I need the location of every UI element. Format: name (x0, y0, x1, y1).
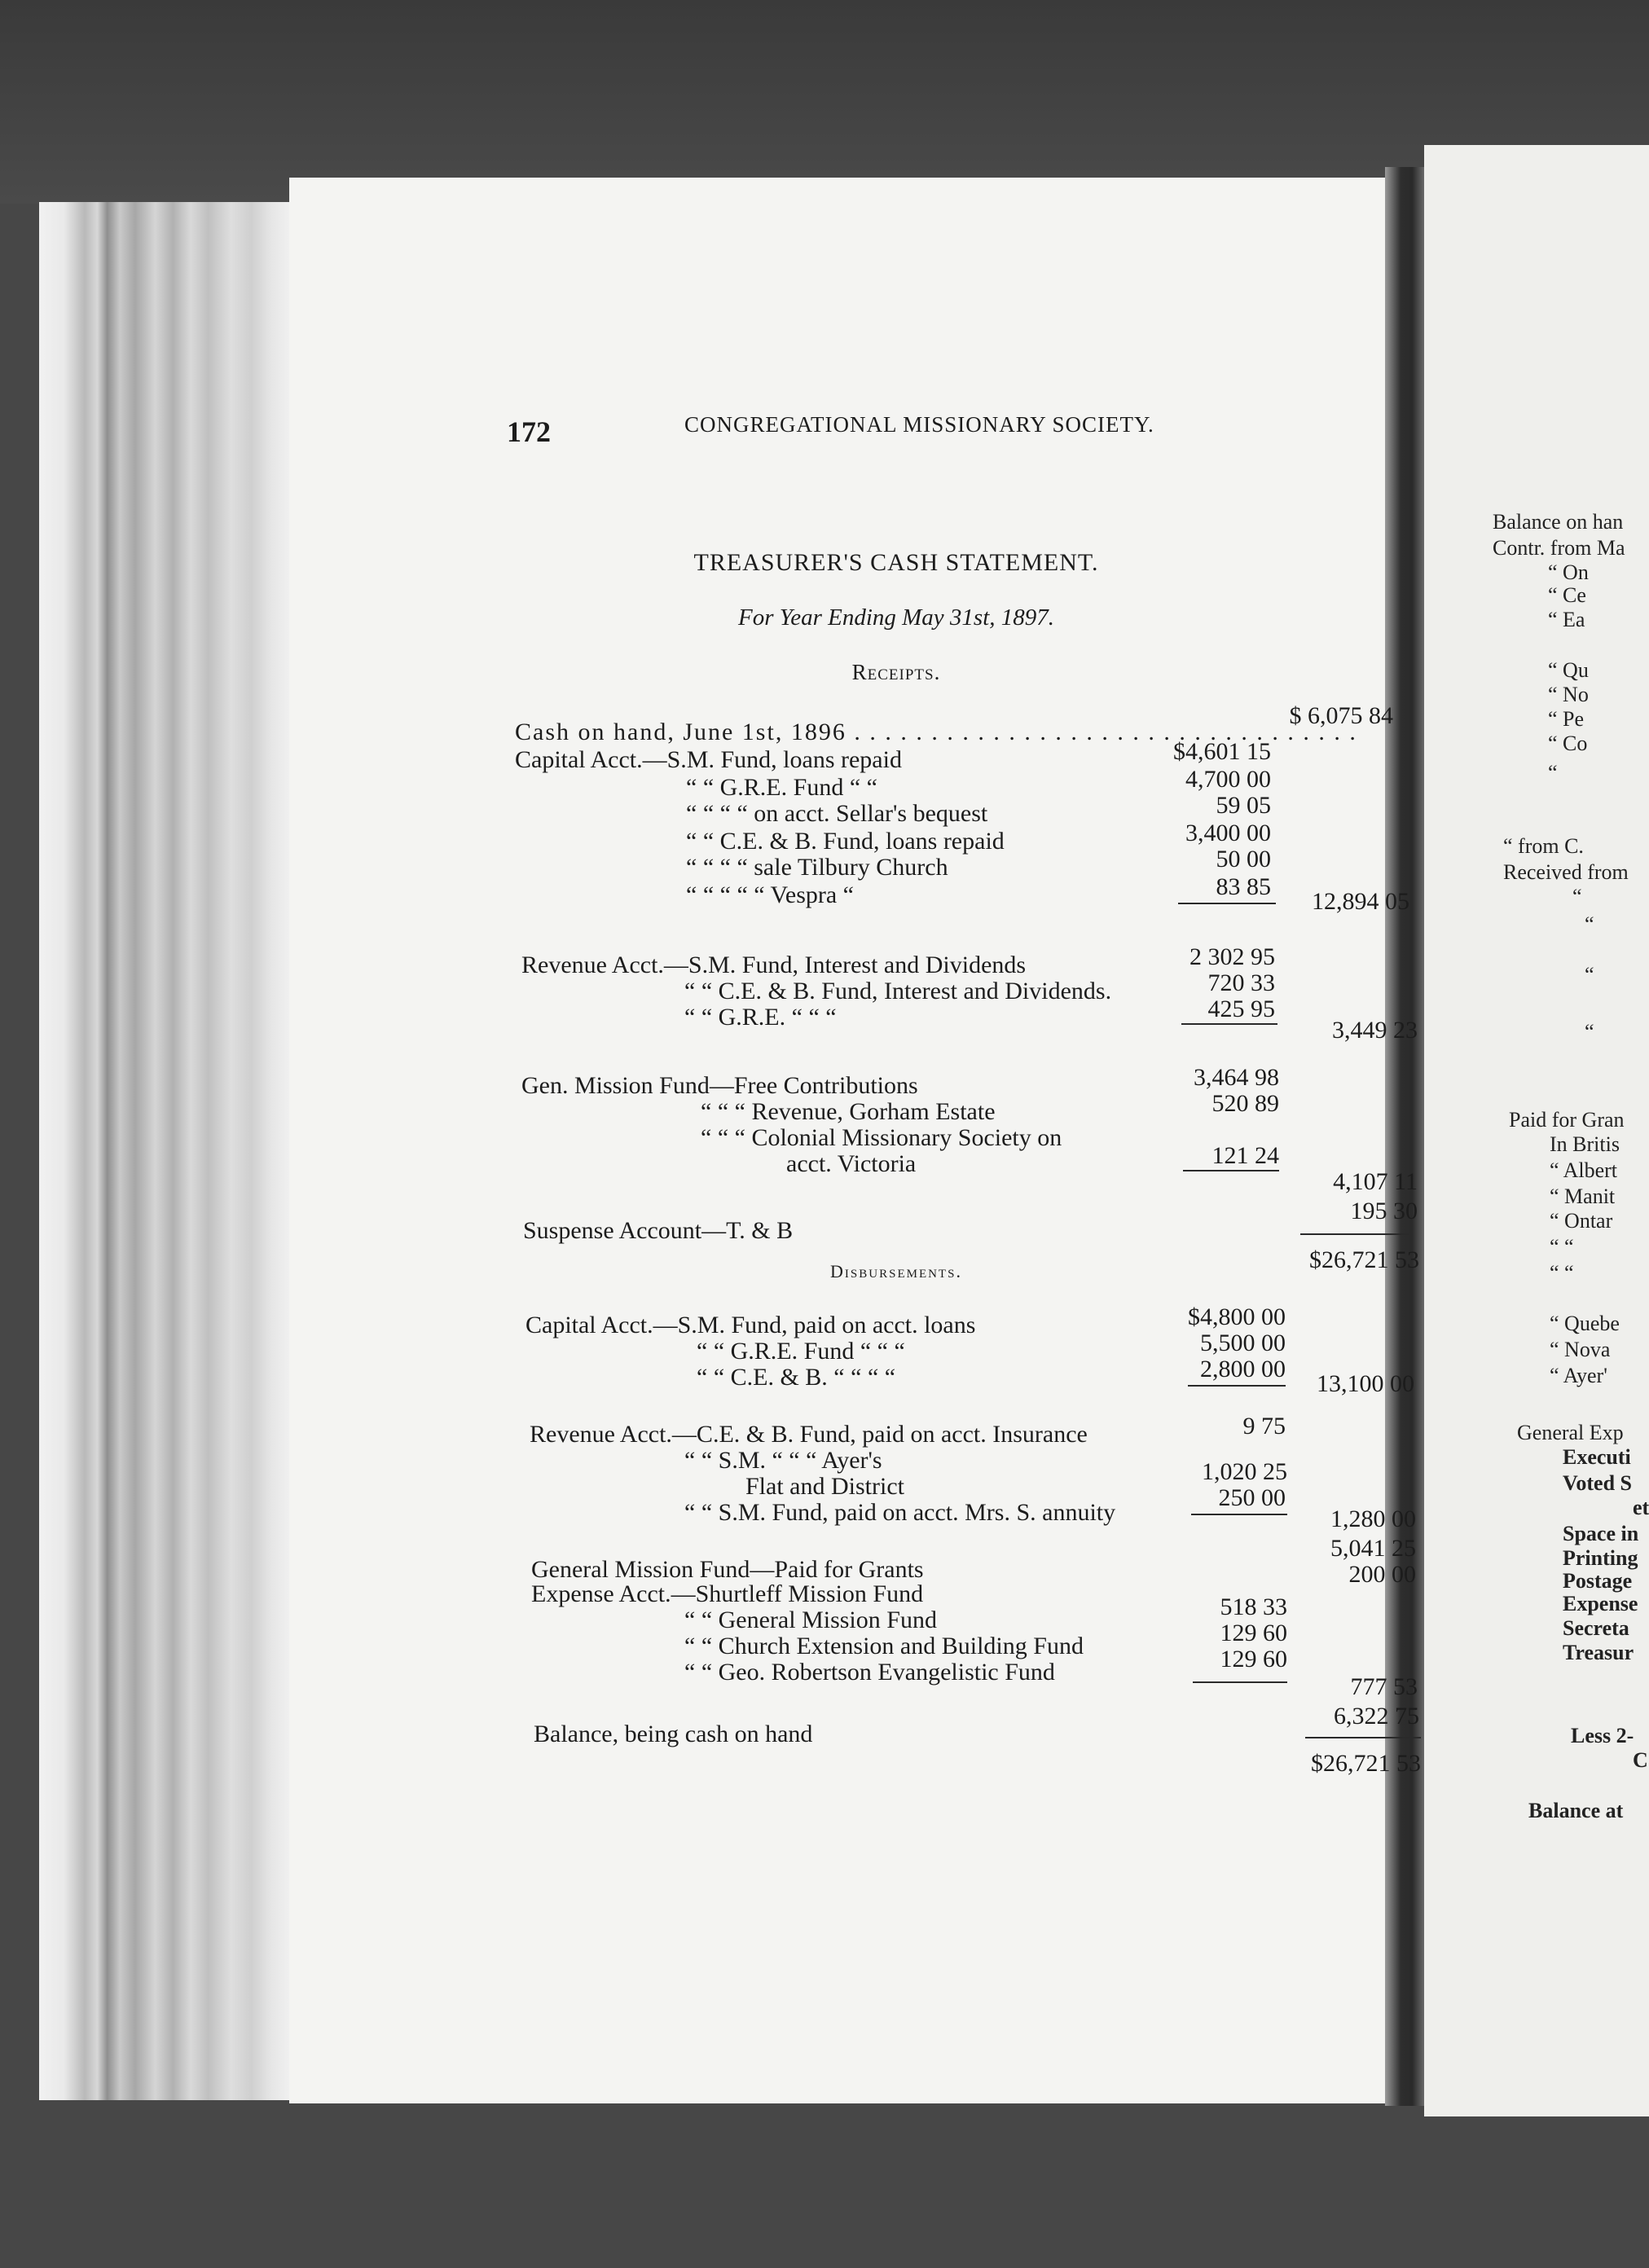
receipt-mission-amount: 3,464 98 (1194, 1064, 1279, 1091)
disb-capital-row: Capital Acct.—S.M. Fund, paid on acct. loans (525, 1312, 976, 1338)
receipt-capital-row: “ “ “ “ “ Vespra “ (686, 881, 854, 908)
facing-line: Received from (1503, 860, 1629, 884)
facing-line: “ (1572, 885, 1582, 908)
facing-line: “ (1548, 761, 1558, 785)
statement-subtitle: For Year Ending May 31st, 1897. (737, 604, 1055, 631)
facing-line: “ Pe (1548, 707, 1585, 731)
facing-line: “ (1585, 963, 1594, 987)
receipt-mission-amount: 520 89 (1211, 1090, 1279, 1117)
facing-line: Balance at (1528, 1799, 1624, 1822)
receipt-mission-row: “ “ “ Colonial Missionary Society on (701, 1124, 1062, 1151)
total-rule (1305, 1737, 1421, 1738)
receipt-capital-row: Capital Acct.—S.M. Fund, loans repaid (515, 746, 902, 773)
disb-capital-total: 13,100 00 (1317, 1370, 1414, 1397)
receipt-capital-amount: $4,601 15 (1173, 738, 1271, 765)
subtotal-rule (1178, 903, 1276, 904)
facing-line: “ Ea (1548, 608, 1585, 631)
facing-line: In Britis (1550, 1132, 1620, 1156)
facing-line: “ “ (1550, 1261, 1574, 1285)
disb-revenue-row: Revenue Acct.—C.E. & B. Fund, paid on acct. Insurance (530, 1421, 1088, 1448)
running-title: CONGREGATIONAL MISSIONARY SOCIETY. (684, 412, 1154, 437)
receipt-mission-amount: 121 24 (1211, 1142, 1279, 1169)
receipt-capital-row: “ “ G.R.E. Fund “ “ (686, 774, 877, 801)
facing-line: “ (1585, 1020, 1594, 1044)
facing-line: C (1633, 1748, 1648, 1772)
facing-line: “ Ontar (1550, 1209, 1613, 1233)
facing-line: “ Ce (1548, 583, 1586, 607)
book-page-edges (39, 202, 292, 2100)
disb-revenue-amount: 1,020 25 (1202, 1458, 1287, 1485)
disb-shurtleff-total: 200 00 (1348, 1561, 1416, 1588)
facing-line: Postage (1563, 1569, 1633, 1593)
facing-line: Secreta (1563, 1616, 1629, 1640)
disbursements-grand-total: $26,721 53 (1311, 1750, 1421, 1777)
cash-on-hand-label: Cash on hand, June 1st, 1896 . . . . . . . . . . . . . . . . . . . . . . . . . . . . . . . . . (515, 719, 1357, 745)
facing-line: “ On (1548, 560, 1589, 584)
facing-line: “ Co (1548, 732, 1588, 755)
facing-line: “ No (1548, 683, 1589, 706)
page-number: 172 (507, 415, 551, 448)
receipt-mission-total: 4,107 11 (1333, 1168, 1418, 1195)
facing-line: Treasur (1563, 1641, 1634, 1664)
receipt-mission-row: Gen. Mission Fund—Free Contributions (521, 1072, 918, 1099)
disb-capital-row: “ “ C.E. & B. “ “ “ “ (697, 1364, 896, 1391)
disb-expense-total: 777 53 (1350, 1673, 1418, 1700)
receipt-capital-row: “ “ C.E. & B. Fund, loans repaid (686, 828, 1005, 855)
disb-revenue-total: 1,280 00 (1330, 1505, 1416, 1532)
receipt-mission-row: acct. Victoria (786, 1150, 917, 1177)
facing-line: “ Albert (1550, 1158, 1618, 1182)
facing-line: “ Quebe (1550, 1312, 1620, 1335)
disbursements-heading: Disbursements. (830, 1261, 962, 1281)
disb-expense-row: “ “ General Mission Fund (684, 1606, 937, 1633)
receipt-mission-row: “ “ “ Revenue, Gorham Estate (701, 1098, 996, 1125)
disb-revenue-row: “ “ S.M. “ “ “ Ayer's (684, 1447, 882, 1474)
receipt-capital-row: “ “ “ “ on acct. Sellar's bequest (686, 800, 988, 827)
facing-line: “ Nova (1550, 1338, 1611, 1361)
facing-line: Voted S (1563, 1471, 1633, 1495)
statement-title: TREASURER'S CASH STATEMENT. (693, 549, 1099, 576)
disb-expense-row: “ “ Church Extension and Building Fund (684, 1633, 1084, 1659)
receipt-revenue-row: “ “ G.R.E. “ “ “ (684, 1004, 837, 1031)
disb-capital-amount: 5,500 00 (1200, 1330, 1286, 1356)
disb-balance-total: 6,322 75 (1334, 1703, 1419, 1730)
facing-line: et (1633, 1496, 1649, 1519)
receipt-revenue-amount: 2 302 95 (1189, 943, 1275, 970)
disb-expense-row: Expense Acct.—Shurtleff Mission Fund (531, 1580, 924, 1607)
receipt-capital-total: 12,894 05 (1312, 888, 1409, 915)
cash-on-hand-total: $ 6,075 84 (1289, 702, 1393, 729)
facing-line: Less 2- (1571, 1724, 1634, 1747)
facing-line: “ Ayer' (1550, 1364, 1607, 1387)
facing-line: “ Qu (1548, 658, 1589, 682)
facing-line: Contr. from Ma (1493, 536, 1625, 560)
facing-line: Paid for Gran (1509, 1108, 1625, 1132)
disb-expense-row: “ “ Geo. Robertson Evangelistic Fund (684, 1659, 1055, 1686)
facing-line: “ “ (1550, 1235, 1574, 1259)
facing-line: “ from C. (1503, 834, 1584, 858)
book-gutter (1385, 167, 1424, 2106)
disb-balance-label: Balance, being cash on hand (534, 1721, 813, 1747)
disb-revenue-row: “ “ S.M. Fund, paid on acct. Mrs. S. annuity (684, 1499, 1116, 1526)
disb-grants-total: 5,041 25 (1330, 1535, 1416, 1562)
facing-line: Balance on han (1493, 510, 1624, 534)
receipt-capital-amount: 59 05 (1216, 792, 1271, 819)
facing-line: General Exp (1517, 1421, 1624, 1444)
receipt-revenue-row: “ “ C.E. & B. Fund, Interest and Dividends. (684, 978, 1112, 1004)
receipt-capital-amount: 83 85 (1216, 873, 1271, 900)
receipts-heading: Receipts. (851, 660, 941, 684)
receipt-revenue-amount: 425 95 (1207, 996, 1275, 1022)
facing-line: “ Manit (1550, 1185, 1616, 1208)
disb-capital-row: “ “ G.R.E. Fund “ “ “ (697, 1338, 905, 1365)
receipt-revenue-total: 3,449 23 (1332, 1017, 1418, 1044)
receipt-capital-amount: 50 00 (1216, 846, 1271, 872)
disb-expense-amount: 129 60 (1220, 1646, 1287, 1672)
receipt-capital-row: “ “ “ “ sale Tilbury Church (686, 854, 948, 881)
disb-expense-amount: 129 60 (1220, 1620, 1287, 1646)
disb-capital-amount: $4,800 00 (1188, 1303, 1286, 1330)
total-rule (1300, 1233, 1409, 1235)
facing-line: Executi (1563, 1445, 1631, 1469)
disb-grants-label: General Mission Fund—Paid for Grants (531, 1556, 924, 1583)
receipt-suspense-label: Suspense Account—T. & B (523, 1217, 794, 1244)
facing-line: “ (1585, 912, 1594, 936)
receipt-capital-amount: 3,400 00 (1185, 820, 1271, 846)
disb-revenue-amount: 250 00 (1218, 1484, 1286, 1511)
receipt-suspense-total: 195 30 (1350, 1198, 1418, 1224)
facing-line: Space in (1563, 1522, 1639, 1545)
disb-revenue-row: Flat and District (745, 1473, 904, 1500)
subtotal-rule (1181, 1023, 1277, 1025)
disb-capital-amount: 2,800 00 (1200, 1356, 1286, 1382)
disb-revenue-amount: 9 75 (1242, 1413, 1286, 1439)
facing-line: Expense (1563, 1592, 1638, 1615)
disb-expense-amount: 518 33 (1220, 1593, 1287, 1620)
receipt-revenue-row: Revenue Acct.—S.M. Fund, Interest and Dividends (521, 952, 1027, 978)
facing-line: Printing (1563, 1546, 1638, 1570)
receipts-grand-total: $26,721 53 (1309, 1246, 1419, 1273)
receipt-revenue-amount: 720 33 (1207, 969, 1275, 996)
receipt-capital-amount: 4,700 00 (1185, 766, 1271, 793)
subtotal-rule (1183, 1170, 1279, 1171)
